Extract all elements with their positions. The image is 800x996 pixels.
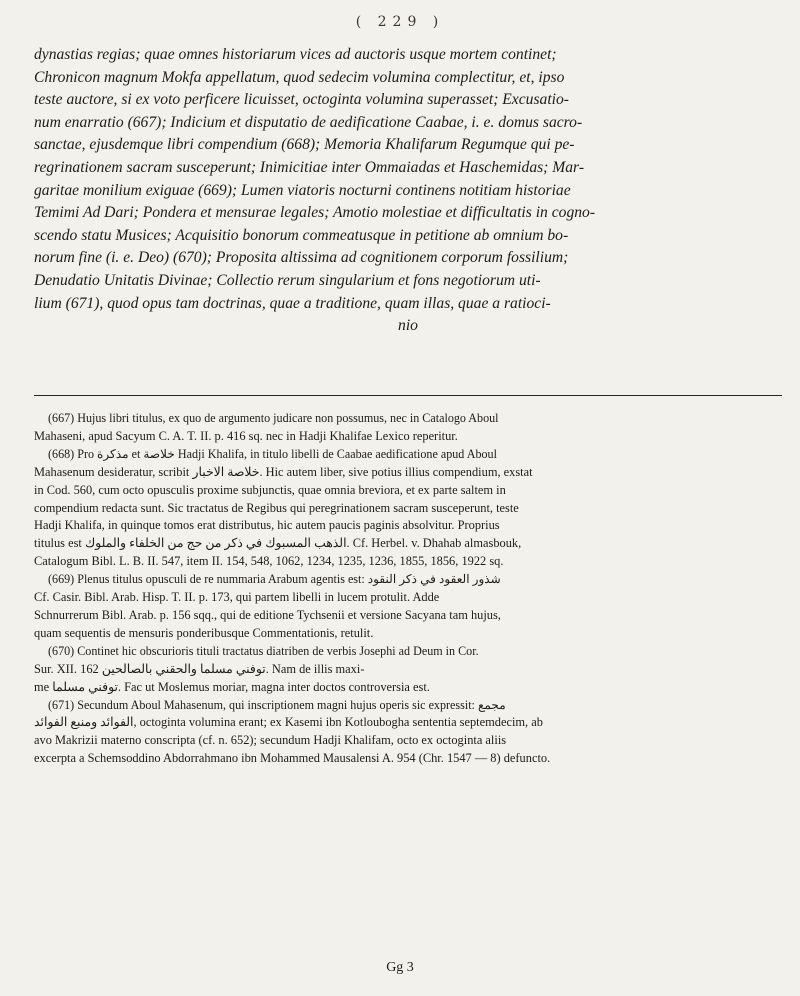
main-text-last-word: nio: [398, 317, 418, 335]
main-text-line: garitae monilium exiguae (669); Lumen viatoris nocturni continens notitiam historiae: [34, 181, 571, 199]
signature-mark: Gg 3: [386, 960, 414, 975]
footnote-line: Hadji Khalifa, in quinque tomos erat distributus, hic autem paucis paginis absolvitur. Proprius: [34, 518, 500, 533]
main-text-line: Temimi Ad Dari; Pondera et mensurae legales; Amotio molestiae et difficultatis in cogno-: [34, 204, 596, 222]
footnote-line: Catalogum Bibl. L. B. II. 547, item II. 154, 548, 1062, 1234, 1235, 1236, 1855, 1856, 1922 sq.: [34, 554, 504, 569]
footnote-line: me توفني مسلما. Fac ut Moslemus moriar, magna inter doctos controversia est.: [34, 679, 430, 694]
footnote-line: in Cod. 560, cum octo opusculis proxime subjunctis, quae omnia breviora, et ex parte saltem in: [34, 482, 506, 497]
footnote-line: (671) Secundum Aboul Mahasenum, qui inscriptionem magni hujus operis sic expressit: مجمع: [48, 697, 506, 712]
footnote-line: Cf. Casir. Bibl. Arab. Hisp. T. II. p. 173, qui partem libelli in lucem protulit. Adde: [34, 590, 440, 605]
main-text-line: Denudatio Unitatis Divinae; Collectio rerum singularium et fons negotiorum uti-: [34, 271, 541, 289]
footnote-line: (670) Continet hic obscurioris tituli tractatus diatriben de verbis Josephi ad Deum in Cor.: [48, 643, 479, 658]
main-text-line: scendo statu Musices; Acquisitio bonorum commeatusque in petitione ab omnium bo-: [34, 226, 569, 244]
main-text-line: Chronicon magnum Mokfa appellatum, quod sedecim volumina complectitur, et, ipso: [34, 68, 565, 86]
main-text-line: norum fine (i. e. Deo) (670); Proposita altissima ad cognitionem corporum fossilium;: [34, 249, 569, 267]
main-text-line: teste auctore, si ex voto perficere licuisset, octoginta volumina superasset; Excusatio-: [34, 91, 569, 109]
footnote-line: Sur. XII. 162 توفني مسلما والحقني بالصالحين. Nam de illis maxi-: [34, 661, 365, 676]
footnote-line: Mahaseni, apud Sacyum C. A. T. II. p. 416 sq. nec in Hadji Khalifae Lexico reperitur.: [34, 428, 458, 443]
footnote-line: الفوائد ومنبع الفوائد, octoginta volumina erant; ex Kasemi ibn Kotloubogha sententia septemdecim, ab: [34, 715, 543, 730]
main-text-line: num enarratio (667); Indicium et disputatio de aedificatione Caabae, i. e. domus sacro-: [34, 113, 583, 131]
main-text-line: dynastias regias; quae omnes historiarum vices ad auctoris usque mortem continet;: [34, 46, 557, 63]
main-text-line: lium (671), quod opus tam doctrinas, quae a traditione, quam illas, quae a ratioci-: [34, 294, 551, 312]
main-text-block: [34, 44, 782, 338]
footnote-line: titulus est الذهب المسبوك في ذكر من حج من الخلفاء والملوك. Cf. Herbel. v. Dhahab almasbouk,: [34, 536, 522, 551]
footnote-line: (667) Hujus libri titulus, ex quo de argumento judicare non possumus, nec in Catalogo Aboul: [48, 411, 499, 425]
footnote-line: compendium redacta sunt. Sic tractatus de Regibus qui peregrinationem sacram susceperunt, teste: [34, 500, 519, 515]
page-number: ( 229 ): [355, 14, 445, 30]
footnotes-block: [34, 410, 782, 768]
footnote-line: Schnurrerum Bibl. Arab. p. 156 sqq., qui de editione Tychsenii et versione Sacyana tam hujus,: [34, 607, 501, 622]
footnote-divider: [34, 395, 782, 396]
footnote-line: Mahasenum desideratur, scribit خلاصة الاخبار. Hic autem liber, sive potius illius compendium, exstat: [34, 464, 533, 479]
footnote-line: excerpta a Schemsoddino Abdorrahmano ibn Mohammed Mausalensi A. 954 (Chr. 1547 — 8) defuncto.: [34, 751, 551, 766]
footnote-line: avo Makrizii materno conscripta (cf. n. 652); secundum Hadji Khalifam, octo ex octoginta aliis: [34, 733, 507, 748]
footnote-line: (669) Plenus titulus opusculi de re nummaria Arabum agentis est: شذور العقود في ذكر النقود: [48, 572, 501, 587]
footnote-line: (668) Pro مذكرة et خلاصة Hadji Khalifa, in titulo libelli de Caabae aedificatione apud Aboul: [48, 446, 497, 461]
footnote-line: quam sequentis de mensuris ponderibusque Commentationis, retulit.: [34, 625, 374, 640]
main-text-line: sanctae, ejusdemque libri compendium (668); Memoria Khalifarum Regumque qui pe-: [34, 136, 575, 154]
main-text-line: regrinationem sacram susceperunt; Inimicitiae inter Ommaiadas et Haschemidas; Mar-: [34, 158, 585, 176]
